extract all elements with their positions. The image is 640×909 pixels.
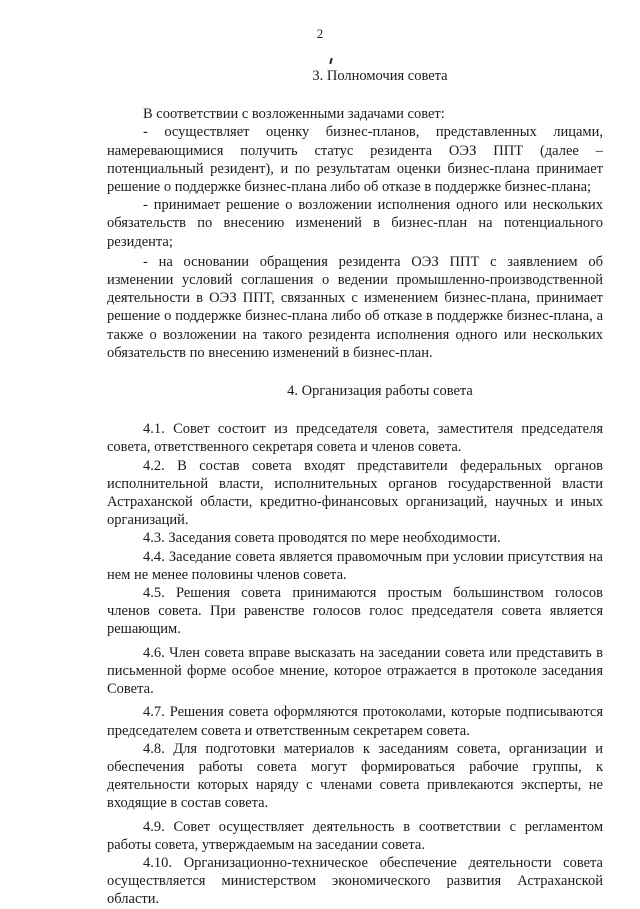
section-3-item: - осуществляет оценку бизнес-планов, представленных лицами, намеревающимися получить статус резидента ОЭЗ ППТ (далее – потенциальный резидент), и по результатам оценки бизнес-плана принимает решение о поддержке бизнес-плана либо об отказе в поддержке бизнес-плана; [107,124,603,196]
section-4-clause-4-6: 4.6. Член совета вправе высказать на заседании совета или представить в письменной форме особое мнение, которое отражается в протоколе заседания Совета. [107,644,603,698]
document-body [107,67,603,909]
section-4-clause-4-1: 4.1. Совет состоит из председателя совета, заместителя председателя совета, ответственного секретаря совета и членов совета. [107,421,603,456]
section-3-title: 3. Полномочия совета [312,68,448,84]
ink-mark [329,58,332,64]
section-4-clause-4-9: 4.9. Совет осуществляет деятельность в соответствии с регламентом работы совета, утверждаемым на заседании совета. [107,818,603,853]
section-4-clause-4-4: 4.4. Заседание совета является правомочным при условии присутствия на нем не менее половины членов совета. [107,548,603,583]
section-4-clause-4-10: 4.10. Организационно-техническое обеспечение деятельности совета осуществляется министерством экономического развития Астраханской области. [107,854,603,908]
page-number: 2 [316,26,324,41]
section-4-clause-4-7: 4.7. Решения совета оформляются протоколами, которые подписываются председателем совета и ответственным секретарем совета. [107,704,603,739]
section-3-item: - принимает решение о возложении исполнения одного или нескольких обязательств по внесению изменений в бизнес-план на потенциального резидента; [107,197,603,250]
section-4-title: 4. Организация работы совета [287,383,473,400]
section-3-item: - на основании обращения резидента ОЭЗ ППТ с заявлением об изменении условий соглашения о ведении промышленно-производственной деятельности в ОЭЗ ППТ, связанных с изменением бизнес-плана, принимает решение о поддержке бизнес-плана либо об отказе в поддержке бизнес-плана, а также о возложении на такого резидента исполнения одного или нескольких обязательств по внесению изменений в бизнес-план. [107,253,603,361]
section-4-clause-4-5: 4.5. Решения совета принимаются простым большинством голосов членов совета. При равенстве голосов голос председателя совета является решающим. [107,585,603,638]
section-4-clause-4-3: 4.3. Заседания совета проводятся по мере необходимости. [143,530,501,547]
section-3-intro: В соответствии с возложенными задачами совет: [143,106,445,123]
section-4-clause-4-2: 4.2. В состав совета входят представители федеральных органов исполнительной власти, исполнительных органов государственной власти Астраханской области, кредитно-финансовых организаций, научных и иных организаций. [107,457,603,529]
section-4-clause-4-8: 4.8. Для подготовки материалов к заседаниям совета, организации и обеспечения работы совета могут формироваться рабочие группы, к деятельности которых наряду с членами совета привлекаются эксперты, не входящие в состав совета. [107,740,603,812]
